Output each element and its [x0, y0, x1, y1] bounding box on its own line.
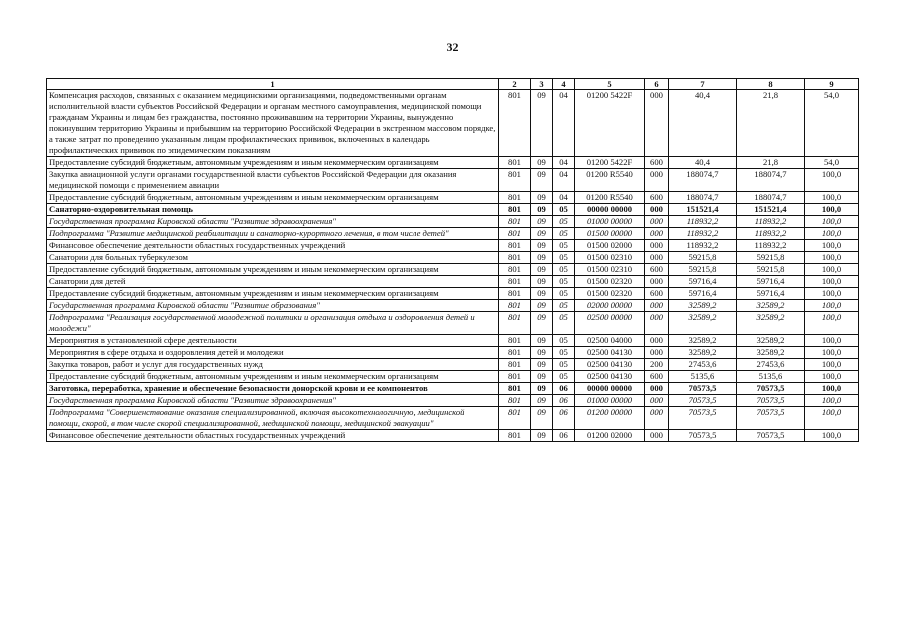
row-plan-amount-cell: 59716,4	[669, 276, 737, 288]
table-row	[47, 276, 859, 288]
row-expense-type-cell: 000	[645, 335, 669, 347]
row-subsection-cell: 05	[553, 371, 575, 383]
row-name-cell: Государственная программа Кировской области "Развитие здравоохранения"	[47, 216, 499, 228]
row-percent-cell: 100,0	[805, 204, 859, 216]
row-ministry-code-cell: 801	[499, 264, 531, 276]
table-row	[47, 204, 859, 216]
row-percent-cell: 100,0	[805, 192, 859, 204]
row-name-cell: Финансовое обеспечение деятельности областных государственных учреждений	[47, 240, 499, 252]
row-target-article-cell: 01200 5422F	[575, 90, 645, 157]
row-name-cell: Предоставление субсидий бюджетным, автономным учреждениям и иным некоммерческим организациям	[47, 371, 499, 383]
row-target-article-cell: 01000 00000	[575, 216, 645, 228]
row-percent-cell: 100,0	[805, 169, 859, 192]
row-percent-cell: 100,0	[805, 300, 859, 312]
row-percent-cell: 54,0	[805, 90, 859, 157]
row-actual-amount-cell: 188074,7	[737, 169, 805, 192]
row-ministry-code-cell: 801	[499, 383, 531, 395]
row-target-article-cell: 00000 00000	[575, 383, 645, 395]
row-name-cell: Государственная программа Кировской области "Развитие здравоохранения"	[47, 395, 499, 407]
row-plan-amount-cell: 40,4	[669, 90, 737, 157]
row-ministry-code-cell: 801	[499, 276, 531, 288]
table-body	[47, 90, 859, 442]
row-plan-amount-cell: 59716,4	[669, 288, 737, 300]
budget-table	[46, 78, 859, 442]
table-row	[47, 371, 859, 383]
row-ministry-code-cell: 801	[499, 90, 531, 157]
row-percent-cell: 100,0	[805, 430, 859, 442]
row-subsection-cell: 05	[553, 288, 575, 300]
row-subsection-cell: 05	[553, 252, 575, 264]
row-actual-amount-cell: 59215,8	[737, 264, 805, 276]
row-target-article-cell: 02500 04000	[575, 335, 645, 347]
table-row	[47, 157, 859, 169]
row-subsection-cell: 05	[553, 204, 575, 216]
row-ministry-code-cell: 801	[499, 228, 531, 240]
row-ministry-code-cell: 801	[499, 288, 531, 300]
header-cell: 8	[737, 79, 805, 90]
row-percent-cell: 100,0	[805, 228, 859, 240]
row-target-article-cell: 01500 02320	[575, 288, 645, 300]
row-name-cell: Предоставление субсидий бюджетным, автономным учреждениям и иным некоммерческим организациям	[47, 157, 499, 169]
row-subsection-cell: 05	[553, 359, 575, 371]
row-ministry-code-cell: 801	[499, 407, 531, 430]
row-plan-amount-cell: 70573,5	[669, 395, 737, 407]
row-ministry-code-cell: 801	[499, 347, 531, 359]
row-plan-amount-cell: 118932,2	[669, 216, 737, 228]
row-expense-type-cell: 000	[645, 216, 669, 228]
row-expense-type-cell: 000	[645, 395, 669, 407]
header-cell: 6	[645, 79, 669, 90]
row-percent-cell: 100,0	[805, 335, 859, 347]
row-plan-amount-cell: 59215,8	[669, 252, 737, 264]
row-target-article-cell: 01200 02000	[575, 430, 645, 442]
row-section-cell: 09	[531, 264, 553, 276]
page-number: 32	[446, 40, 459, 54]
row-percent-cell: 100,0	[805, 407, 859, 430]
row-section-cell: 09	[531, 395, 553, 407]
row-subsection-cell: 05	[553, 216, 575, 228]
row-name-cell: Предоставление субсидий бюджетным, автономным учреждениям и иным некоммерческим организациям	[47, 264, 499, 276]
table-row	[47, 407, 859, 430]
table-row	[47, 430, 859, 442]
row-percent-cell: 100,0	[805, 276, 859, 288]
row-name-cell: Подпрограмма "Реализация государственной молодежной политики и организация отдыха и оздоровления детей и молодежи"	[47, 312, 499, 335]
row-target-article-cell: 01200 5422F	[575, 157, 645, 169]
row-section-cell: 09	[531, 216, 553, 228]
row-subsection-cell: 05	[553, 335, 575, 347]
table-row	[47, 288, 859, 300]
row-subsection-cell: 06	[553, 395, 575, 407]
row-target-article-cell: 01500 02310	[575, 264, 645, 276]
row-expense-type-cell: 000	[645, 347, 669, 359]
row-actual-amount-cell: 21,8	[737, 157, 805, 169]
header-cell: 7	[669, 79, 737, 90]
table-row	[47, 192, 859, 204]
row-section-cell: 09	[531, 312, 553, 335]
row-plan-amount-cell: 32589,2	[669, 335, 737, 347]
row-plan-amount-cell: 188074,7	[669, 169, 737, 192]
row-name-cell: Государственная программа Кировской области "Развитие образования"	[47, 300, 499, 312]
row-target-article-cell: 01500 02000	[575, 240, 645, 252]
header-row	[47, 79, 859, 90]
header-cell: 2	[499, 79, 531, 90]
header-cell: 5	[575, 79, 645, 90]
row-expense-type-cell: 000	[645, 407, 669, 430]
row-actual-amount-cell: 21,8	[737, 90, 805, 157]
table-row	[47, 347, 859, 359]
header-cell: 9	[805, 79, 859, 90]
row-percent-cell: 100,0	[805, 359, 859, 371]
row-name-cell: Мероприятия в установленной сфере деятельности	[47, 335, 499, 347]
row-target-article-cell: 01200 R5540	[575, 192, 645, 204]
header-cell: 1	[47, 79, 499, 90]
row-ministry-code-cell: 801	[499, 430, 531, 442]
row-expense-type-cell: 600	[645, 192, 669, 204]
row-plan-amount-cell: 118932,2	[669, 240, 737, 252]
row-section-cell: 09	[531, 371, 553, 383]
row-expense-type-cell: 000	[645, 312, 669, 335]
row-ministry-code-cell: 801	[499, 157, 531, 169]
row-name-cell: Санаторно-оздоровительная помощь	[47, 204, 499, 216]
table-row	[47, 335, 859, 347]
row-ministry-code-cell: 801	[499, 300, 531, 312]
table-row	[47, 228, 859, 240]
row-section-cell: 09	[531, 157, 553, 169]
row-target-article-cell: 02500 04130	[575, 359, 645, 371]
row-actual-amount-cell: 70573,5	[737, 383, 805, 395]
row-subsection-cell: 04	[553, 157, 575, 169]
row-target-article-cell: 02000 00000	[575, 300, 645, 312]
table-row	[47, 312, 859, 335]
row-plan-amount-cell: 70573,5	[669, 430, 737, 442]
row-actual-amount-cell: 59215,8	[737, 252, 805, 264]
row-actual-amount-cell: 5135,6	[737, 371, 805, 383]
row-subsection-cell: 05	[553, 312, 575, 335]
row-subsection-cell: 04	[553, 90, 575, 157]
row-percent-cell: 100,0	[805, 395, 859, 407]
row-expense-type-cell: 600	[645, 371, 669, 383]
row-target-article-cell: 01200 R5540	[575, 169, 645, 192]
row-name-cell: Мероприятия в сфере отдыха и оздоровления детей и молодежи	[47, 347, 499, 359]
row-ministry-code-cell: 801	[499, 312, 531, 335]
row-actual-amount-cell: 70573,5	[737, 430, 805, 442]
row-actual-amount-cell: 151521,4	[737, 204, 805, 216]
row-section-cell: 09	[531, 430, 553, 442]
row-ministry-code-cell: 801	[499, 252, 531, 264]
row-name-cell: Предоставление субсидий бюджетным, автономным учреждениям и иным некоммерческим организациям	[47, 192, 499, 204]
row-subsection-cell: 05	[553, 264, 575, 276]
row-name-cell: Закупка авиационной услуги органами государственной власти субъектов Российской Федерации для оказания медицинской помощи с применением авиации	[47, 169, 499, 192]
row-actual-amount-cell: 70573,5	[737, 407, 805, 430]
row-expense-type-cell: 000	[645, 300, 669, 312]
table-row	[47, 240, 859, 252]
row-actual-amount-cell: 32589,2	[737, 335, 805, 347]
row-ministry-code-cell: 801	[499, 395, 531, 407]
row-plan-amount-cell: 151521,4	[669, 204, 737, 216]
row-section-cell: 09	[531, 228, 553, 240]
row-plan-amount-cell: 32589,2	[669, 312, 737, 335]
row-section-cell: 09	[531, 204, 553, 216]
row-subsection-cell: 06	[553, 430, 575, 442]
row-expense-type-cell: 000	[645, 228, 669, 240]
row-section-cell: 09	[531, 90, 553, 157]
row-subsection-cell: 04	[553, 169, 575, 192]
row-section-cell: 09	[531, 240, 553, 252]
row-subsection-cell: 05	[553, 300, 575, 312]
row-plan-amount-cell: 70573,5	[669, 383, 737, 395]
row-actual-amount-cell: 118932,2	[737, 228, 805, 240]
row-percent-cell: 100,0	[805, 240, 859, 252]
row-name-cell: Финансовое обеспечение деятельности областных государственных учреждений	[47, 430, 499, 442]
row-plan-amount-cell: 118932,2	[669, 228, 737, 240]
row-section-cell: 09	[531, 300, 553, 312]
row-section-cell: 09	[531, 359, 553, 371]
row-target-article-cell: 02500 04130	[575, 371, 645, 383]
row-subsection-cell: 05	[553, 228, 575, 240]
row-percent-cell: 100,0	[805, 252, 859, 264]
row-section-cell: 09	[531, 335, 553, 347]
row-plan-amount-cell: 5135,6	[669, 371, 737, 383]
row-percent-cell: 54,0	[805, 157, 859, 169]
row-plan-amount-cell: 27453,6	[669, 359, 737, 371]
row-target-article-cell: 01500 02320	[575, 276, 645, 288]
row-plan-amount-cell: 188074,7	[669, 192, 737, 204]
table-row	[47, 90, 859, 157]
row-percent-cell: 100,0	[805, 264, 859, 276]
row-subsection-cell: 06	[553, 383, 575, 395]
row-expense-type-cell: 000	[645, 90, 669, 157]
row-subsection-cell: 05	[553, 276, 575, 288]
row-name-cell: Подпрограмма "Совершенствование оказания специализированной, включая высокотехнологичную, медицинской помощи, скорой, в том числе скорой специализированной, медицинской помощи, медицинской эвакуации"	[47, 407, 499, 430]
header-cell: 3	[531, 79, 553, 90]
row-section-cell: 09	[531, 192, 553, 204]
table-row	[47, 252, 859, 264]
row-section-cell: 09	[531, 276, 553, 288]
header-cell: 4	[553, 79, 575, 90]
row-name-cell: Подпрограмма "Развитие медицинской реабилитации и санаторно-курортного лечения, в том числе детей"	[47, 228, 499, 240]
row-actual-amount-cell: 188074,7	[737, 192, 805, 204]
row-percent-cell: 100,0	[805, 371, 859, 383]
row-plan-amount-cell: 32589,2	[669, 347, 737, 359]
row-section-cell: 09	[531, 252, 553, 264]
row-expense-type-cell: 600	[645, 288, 669, 300]
row-target-article-cell: 01500 02310	[575, 252, 645, 264]
row-actual-amount-cell: 32589,2	[737, 347, 805, 359]
row-target-article-cell: 01500 00000	[575, 228, 645, 240]
row-expense-type-cell: 000	[645, 240, 669, 252]
row-actual-amount-cell: 32589,2	[737, 312, 805, 335]
row-section-cell: 09	[531, 383, 553, 395]
row-actual-amount-cell: 32589,2	[737, 300, 805, 312]
row-ministry-code-cell: 801	[499, 169, 531, 192]
row-ministry-code-cell: 801	[499, 335, 531, 347]
table-row	[47, 395, 859, 407]
row-percent-cell: 100,0	[805, 216, 859, 228]
row-subsection-cell: 04	[553, 192, 575, 204]
table-row	[47, 383, 859, 395]
row-expense-type-cell: 000	[645, 169, 669, 192]
row-expense-type-cell: 600	[645, 264, 669, 276]
row-actual-amount-cell: 27453,6	[737, 359, 805, 371]
row-actual-amount-cell: 59716,4	[737, 288, 805, 300]
row-expense-type-cell: 000	[645, 204, 669, 216]
row-expense-type-cell: 600	[645, 157, 669, 169]
row-target-article-cell: 01000 00000	[575, 395, 645, 407]
row-section-cell: 09	[531, 288, 553, 300]
row-subsection-cell: 05	[553, 347, 575, 359]
row-target-article-cell: 02500 04130	[575, 347, 645, 359]
row-ministry-code-cell: 801	[499, 216, 531, 228]
row-ministry-code-cell: 801	[499, 192, 531, 204]
row-name-cell: Санатории для детей	[47, 276, 499, 288]
row-percent-cell: 100,0	[805, 347, 859, 359]
row-target-article-cell: 01200 00000	[575, 407, 645, 430]
row-plan-amount-cell: 32589,2	[669, 300, 737, 312]
row-section-cell: 09	[531, 169, 553, 192]
row-ministry-code-cell: 801	[499, 204, 531, 216]
row-actual-amount-cell: 118932,2	[737, 216, 805, 228]
row-expense-type-cell: 000	[645, 430, 669, 442]
row-actual-amount-cell: 118932,2	[737, 240, 805, 252]
table-row	[47, 169, 859, 192]
row-target-article-cell: 02500 00000	[575, 312, 645, 335]
table-row	[47, 359, 859, 371]
row-subsection-cell: 06	[553, 407, 575, 430]
row-actual-amount-cell: 70573,5	[737, 395, 805, 407]
row-expense-type-cell: 000	[645, 252, 669, 264]
table-row	[47, 264, 859, 276]
row-name-cell: Заготовка, переработка, хранение и обеспечение безопасности донорской крови и ее компонентов	[47, 383, 499, 395]
row-ministry-code-cell: 801	[499, 371, 531, 383]
row-percent-cell: 100,0	[805, 312, 859, 335]
row-section-cell: 09	[531, 347, 553, 359]
row-expense-type-cell: 200	[645, 359, 669, 371]
row-actual-amount-cell: 59716,4	[737, 276, 805, 288]
row-ministry-code-cell: 801	[499, 359, 531, 371]
row-ministry-code-cell: 801	[499, 240, 531, 252]
row-section-cell: 09	[531, 407, 553, 430]
row-expense-type-cell: 000	[645, 383, 669, 395]
table-row	[47, 300, 859, 312]
row-plan-amount-cell: 40,4	[669, 157, 737, 169]
row-percent-cell: 100,0	[805, 383, 859, 395]
row-plan-amount-cell: 59215,8	[669, 264, 737, 276]
row-plan-amount-cell: 70573,5	[669, 407, 737, 430]
row-expense-type-cell: 000	[645, 276, 669, 288]
table-row	[47, 216, 859, 228]
row-name-cell: Компенсация расходов, связанных с оказанием медицинскими организациями, подведомственными органам исполнительной власти субъектов Российской Федерации и органам местного самоуправления, медицинской помощи гражданам Украины и лицам без гражданства, постоянно проживавшим на территории Украины, вынужденно покинувшим территорию Украины и прибывшим на территорию Российской Федерации в экстренном массовом порядке, а также затрат по проведению указанным лицам профилактических прививок, включенных в календарь профилактических прививок по эпидемическим показаниям	[47, 90, 499, 157]
row-name-cell: Санатории для больных туберкулезом	[47, 252, 499, 264]
row-target-article-cell: 00000 00000	[575, 204, 645, 216]
row-subsection-cell: 05	[553, 240, 575, 252]
row-name-cell: Предоставление субсидий бюджетным, автономным учреждениям и иным некоммерческим организациям	[47, 288, 499, 300]
row-percent-cell: 100,0	[805, 288, 859, 300]
row-name-cell: Закупка товаров, работ и услуг для государственных нужд	[47, 359, 499, 371]
